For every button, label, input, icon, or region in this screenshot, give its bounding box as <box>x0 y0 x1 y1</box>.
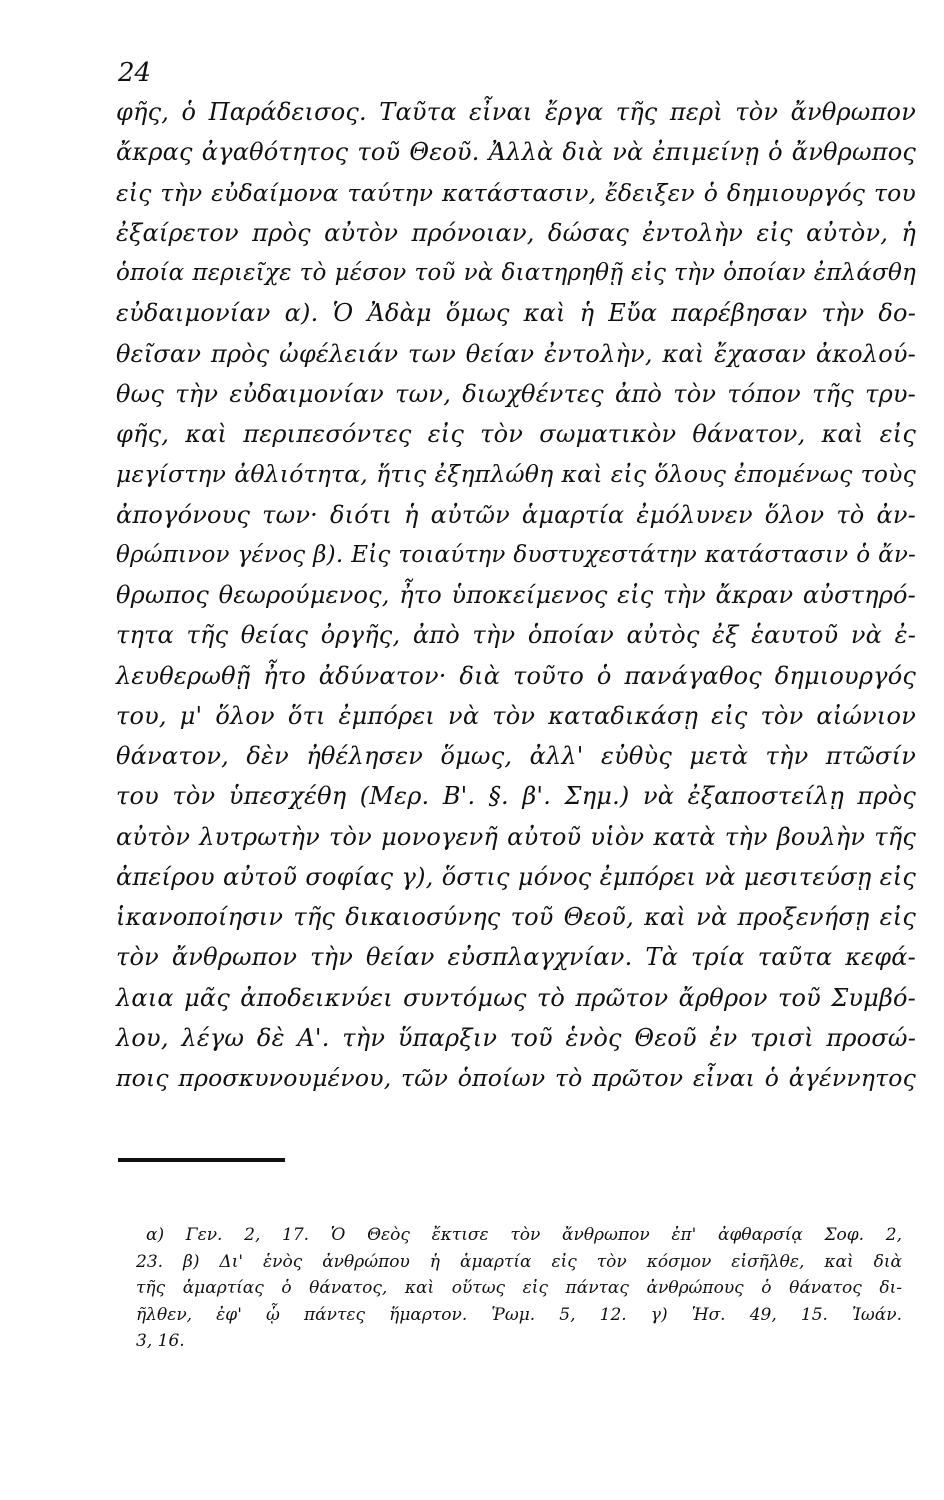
text-line: του, μ' ὅλον ὅτι ἐμπόρει νὰ τὸν καταδικάσῃ εἰς τὸν αἰώνιον <box>116 701 916 730</box>
text-line: εἰς τὴν εὐδαίμονα ταύτην κατάστασιν, ἔδειξεν ὁ δημιουργός του <box>116 178 916 207</box>
footnote-line: 23. β) Δι' ἑνὸς ἀνθρώπου ἡ ἁμαρτία εἰς τὸν κόσμον εἰσῆλθε, καὶ διὰ <box>136 1251 902 1272</box>
text-line: φῆς, καὶ περιπεσόντες εἰς τὸν σωματικὸν θάνατον, καὶ εἰς <box>116 420 916 448</box>
text-line: μεγίστην ἀθλιότητα, ἥτις ἐξηπλώθη καὶ εἰς ὅλους ἐπομένως τοὺς <box>116 460 916 489</box>
text-line: τὸν ἄνθρωπον τὴν θείαν εὐσπλαγχνίαν. Τὰ τρία ταῦτα κεφά- <box>116 943 916 972</box>
text-line: του τὸν ὑπεσχέθη (Μερ. Β'. §. β'. Σημ.) νὰ ἐξαποστείλῃ πρὸς <box>116 782 916 811</box>
text-line: θως τὴν εὐδαιμονίαν των, διωχθέντες ἀπὸ τὸν τόπον τῆς τρυ- <box>116 379 916 408</box>
text-line: αὐτὸν λυτρωτὴν τὸν μονογενῆ αὐτοῦ υἱὸν κατὰ τὴν βουλὴν τῆς <box>116 822 916 851</box>
text-line: λου, λέγω δὲ Α'. τὴν ὕπαρξιν τοῦ ἑνὸς Θεοῦ ἐν τρισὶ προσώ- <box>116 1023 916 1052</box>
footnote-line: α) Γεν. 2, 17. Ὁ Θεὸς ἔκτισε τὸν ἄνθρωπον ἐπ' ἀφθαρσίᾳ Σοφ. 2, <box>146 1225 902 1245</box>
footnote-separator-rule <box>118 1158 285 1162</box>
text-line: λευθερωθῇ ἦτο ἀδύνατον· διὰ τοῦτο ὁ πανάγαθος δημιουργός <box>116 661 916 690</box>
text-line: θεῖσαν πρὸς ὠφέλειάν των θείαν ἐντολὴν, καὶ ἔχασαν ἀκολού- <box>116 339 916 368</box>
footnote-line: τῆς ἁμαρτίας ὁ θάνατος, καὶ οὕτως εἰς πάντας ἀνθρώπους ὁ θάνατος δι- <box>136 1278 902 1298</box>
text-line: ἄκρας ἀγαθότητος τοῦ Θεοῦ. Ἀλλὰ διὰ νὰ ἐπιμείνῃ ὁ ἄνθρωπος <box>116 138 916 167</box>
text-line: φῆς, ὁ Παράδεισος. Ταῦτα εἶναι ἔργα τῆς περὶ τὸν ἄνθρωπον <box>116 98 916 126</box>
text-line: θρωπος θεωρούμενος, ἦτο ὑποκείμενος εἰς τὴν ἄκραν αὐστηρό- <box>116 581 916 609</box>
text-line: ὁποία περιεῖχε τὸ μέσον τοῦ νὰ διατηρηθῇ εἰς τὴν ὁποίαν ἐπλάσθη <box>116 260 916 286</box>
text-line: τητα τῆς θείας ὀργῆς, ἀπὸ τὴν ὁποίαν αὐτὸς ἐξ ἑαυτοῦ νὰ ἐ- <box>116 621 916 650</box>
text-line: ἐξαίρετον πρὸς αὐτὸν πρόνοιαν, δώσας ἐντολὴν εἰς αὐτὸν, ἡ <box>116 218 916 247</box>
main-text-block <box>116 92 916 1098</box>
footnotes-block <box>136 1222 902 1355</box>
text-line: θάνατον, δὲν ἠθέλησεν ὅμως, ἀλλ' εὐθὺς μετὰ τὴν πτῶσίν <box>116 742 916 770</box>
text-line: θρώπινον γένος β). Εἰς τοιαύτην δυστυχεστάτην κατάστασιν ὁ ἄν- <box>116 541 916 568</box>
text-line: ἱκανοποίησιν τῆς δικαιοσύνης τοῦ Θεοῦ, καὶ νὰ προξενήσῃ εἰς <box>116 903 916 931</box>
page-number: 24 <box>118 58 152 88</box>
text-line: ἀπογόνους των· διότι ἡ αὐτῶν ἁμαρτία ἐμόλυνεν ὅλον τὸ ἀν- <box>116 500 916 529</box>
text-line: ποις προσκυνουμένου, τῶν ὁποίων τὸ πρῶτον εἶναι ὁ ἀγέννητος <box>116 1064 916 1092</box>
text-line: λαια μᾶς ἀποδεικνύει συντόμως τὸ πρῶτον ἄρθρον τοῦ Συμβό- <box>116 983 916 1012</box>
footnote-line: 3, 16. <box>136 1331 185 1351</box>
text-line: ἀπείρου αὐτοῦ σοφίας γ), ὅστις μόνος ἐμπόρει νὰ μεσιτεύσῃ εἰς <box>116 862 916 891</box>
footnote-line: ῆλθεν, ἐφ' ᾧ πάντες ἥμαρτον. Ῥωμ. 5, 12. γ) Ἡσ. 49, 15. Ἰωάν. <box>136 1304 902 1325</box>
text-line: εὐδαιμονίαν α). Ὁ Ἀδὰμ ὅμως καὶ ἡ Εὔα παρέβησαν τὴν δο- <box>116 299 916 328</box>
